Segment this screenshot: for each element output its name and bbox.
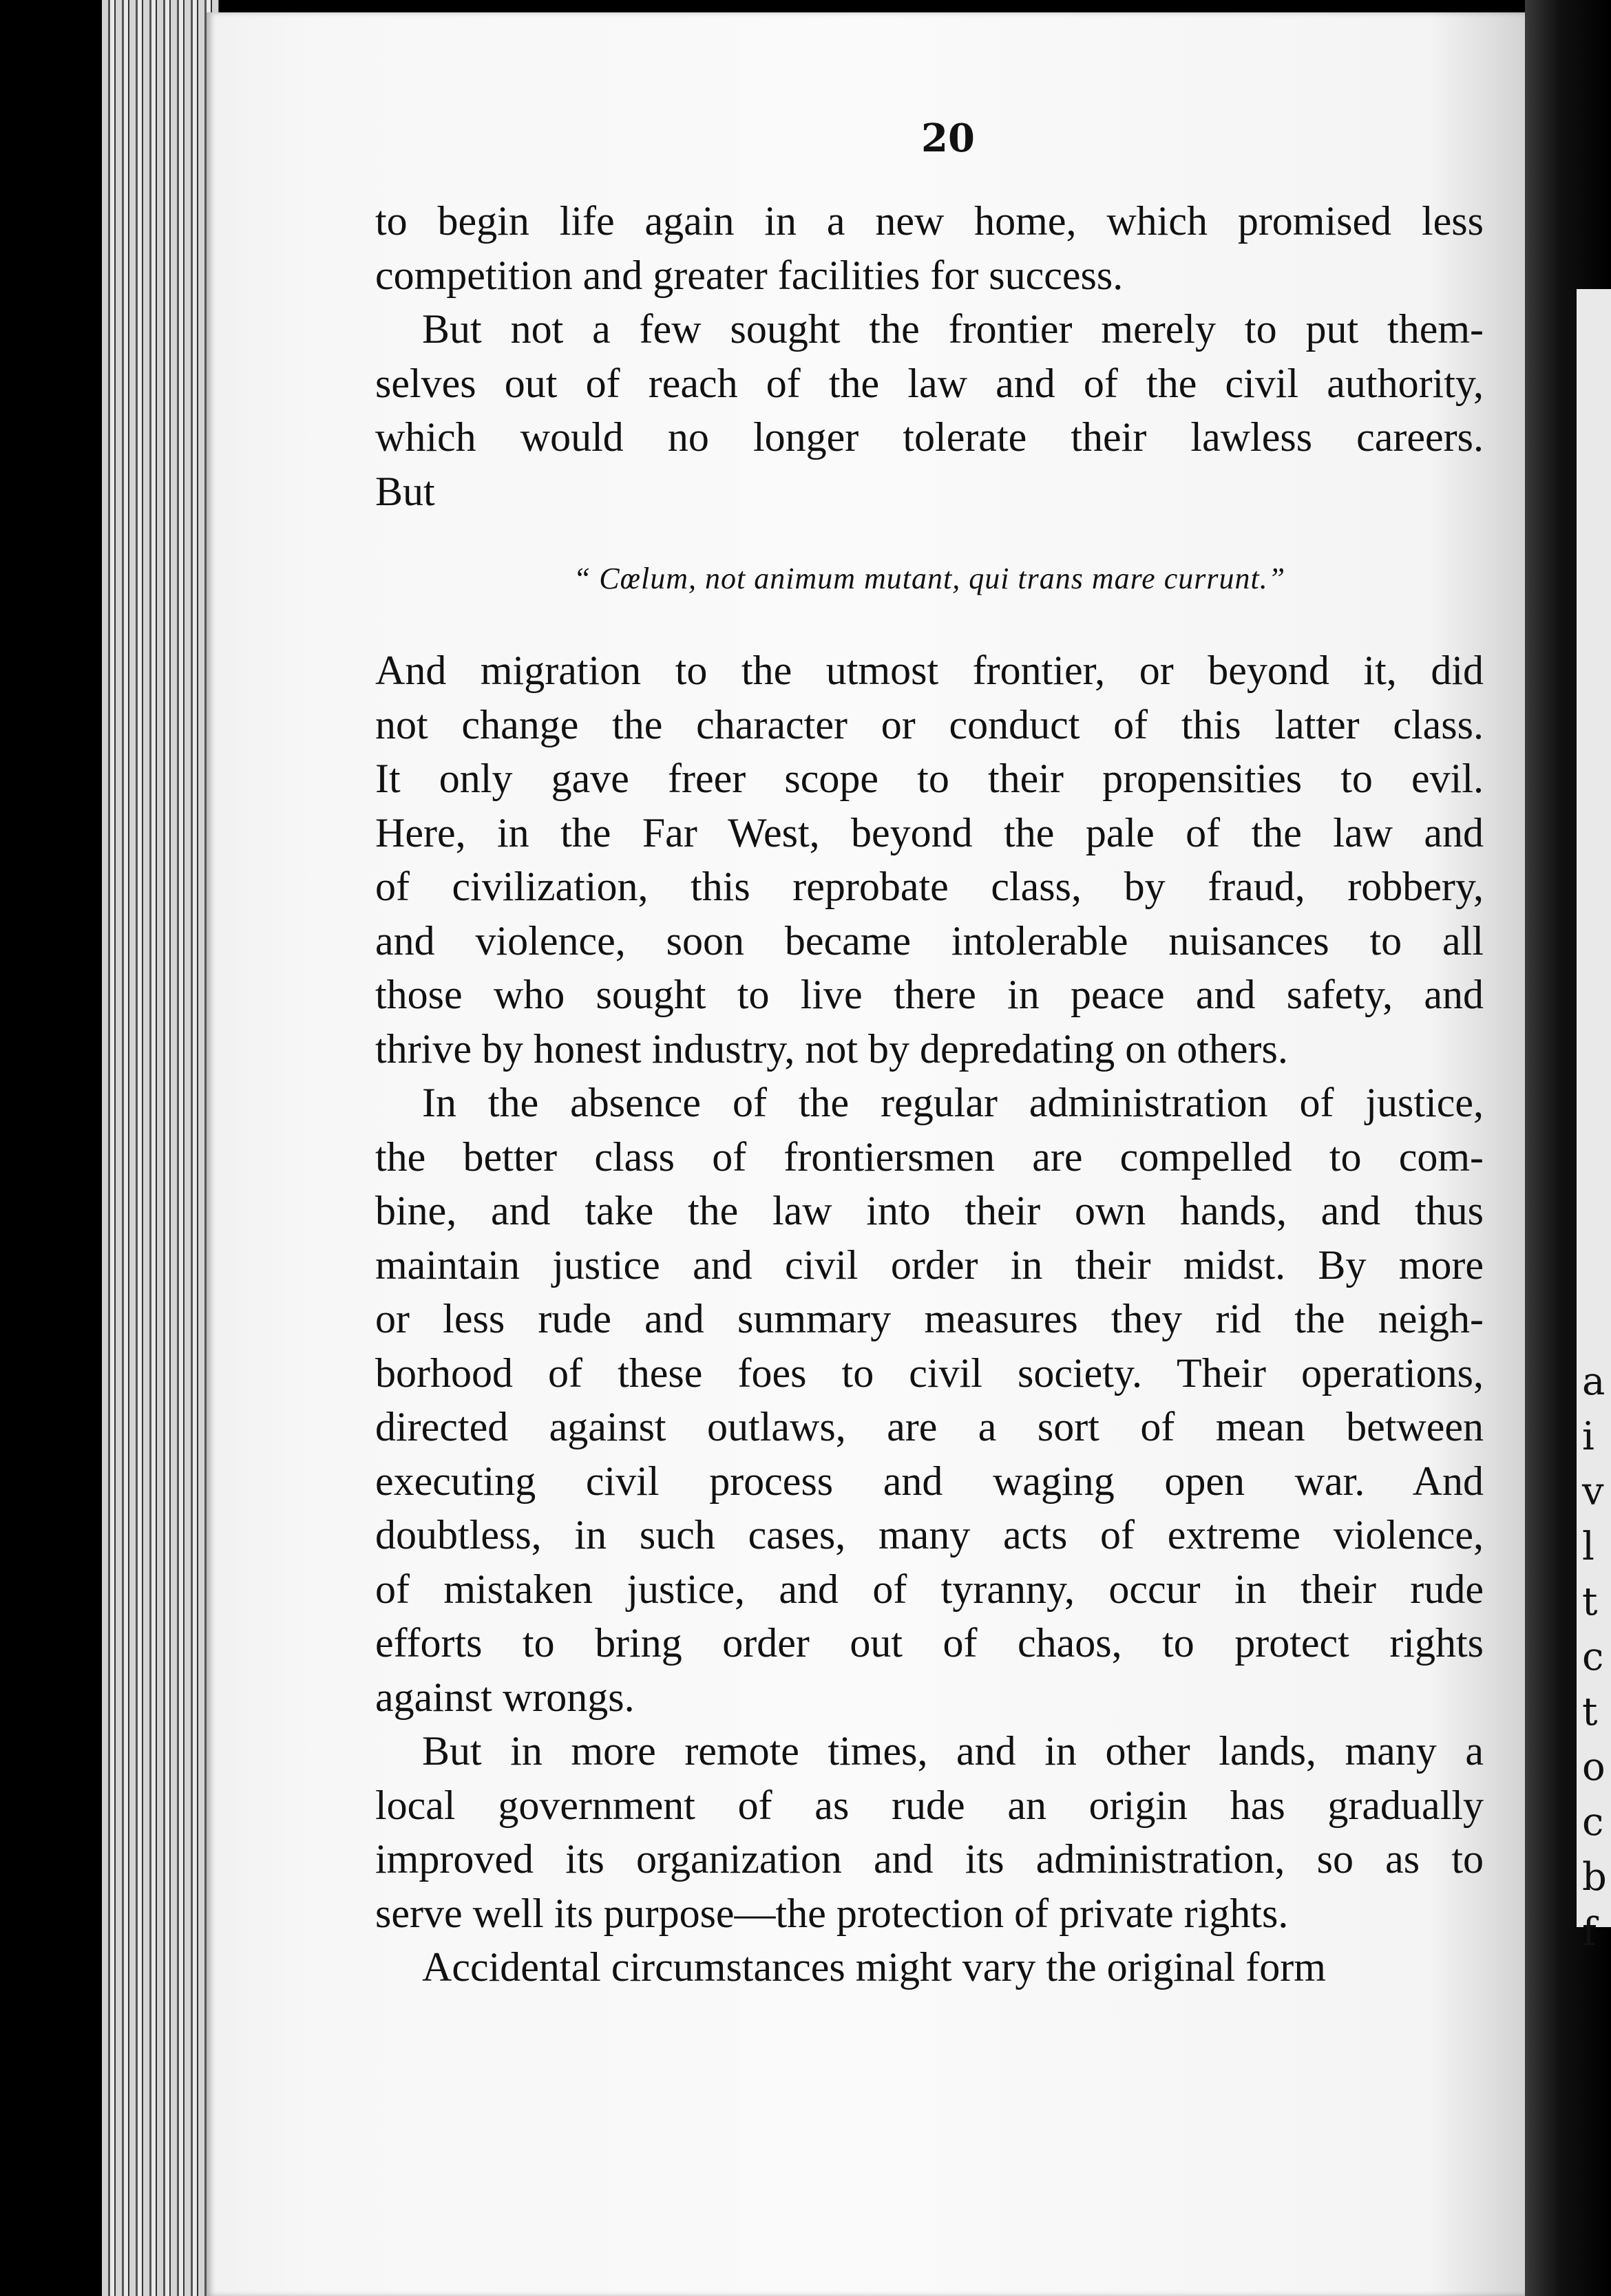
facing-page-letter: l	[1582, 1524, 1594, 1569]
text-line: of mistaken justice, and of tyranny, occur in their rude	[375, 1566, 1484, 1612]
text-line: borhood of these foes to civil society. Their operations,	[375, 1350, 1484, 1396]
facing-page-letter: t	[1582, 1580, 1598, 1624]
text-line: But	[375, 468, 435, 514]
text-line: Accidental circumstances might vary the original form	[422, 1944, 1326, 1990]
facing-page-letter: c	[1582, 1800, 1604, 1845]
text-line: not change the character or conduct of this latter class.	[375, 701, 1484, 747]
facing-page-letter: f	[1582, 1910, 1597, 1955]
text-line: those who sought to live there in peace and safety, and	[375, 972, 1484, 1017]
text-line: efforts to bring order out of chaos, to protect rights	[375, 1620, 1484, 1666]
text-line: improved its organization and its administration, so as to	[375, 1836, 1484, 1882]
facing-page-letter: a	[1582, 1359, 1605, 1404]
facing-page-letter: i	[1582, 1414, 1594, 1459]
page-edges	[102, 0, 219, 2296]
text-line: which would no longer tolerate their lawless careers.	[375, 414, 1484, 460]
text-line: bine, and take the law into their own hands, and thus	[375, 1188, 1484, 1233]
facing-page-letter: t	[1582, 1690, 1598, 1734]
text-line: directed against outlaws, are a sort of mean between	[375, 1404, 1484, 1449]
text-line: the better class of frontiersmen are compelled to com-	[375, 1134, 1484, 1180]
body-text	[375, 194, 1484, 1995]
text-line: selves out of reach of the law and of the civil authority,	[375, 360, 1484, 406]
facing-page-letter: c	[1582, 1635, 1604, 1679]
text-line: In the absence of the regular administration of justice,	[422, 1080, 1484, 1125]
text-line: It only gave freer scope to their propensities to evil.	[375, 756, 1484, 801]
text-line: of civilization, this reprobate class, by fraud, robbery,	[375, 864, 1484, 909]
text-line: and violence, soon became intolerable nuisances to all	[375, 917, 1484, 964]
text-line: maintain justice and civil order in their midst. By more	[375, 1242, 1484, 1288]
text-line: against wrongs.	[375, 1674, 635, 1720]
text-line: local government of as rude an origin has gradually	[375, 1782, 1484, 1828]
text-line: Here, in the Far West, beyond the pale of the law and	[375, 809, 1484, 855]
text-line: But not a few sought the frontier merely to put them-	[422, 306, 1484, 352]
facing-page-letter: v	[1582, 1469, 1604, 1514]
latin-quote: “ Cœlum, not animum mutant, qui trans mare currunt.”	[573, 562, 1286, 595]
facing-page-letter: o	[1582, 1745, 1605, 1789]
text-line: serve well its purpose—the protection of private rights.	[375, 1890, 1289, 1936]
text-line: executing civil process and waging open war. And	[375, 1458, 1484, 1504]
facing-page-letter: b	[1582, 1855, 1607, 1900]
text-line: to begin life again in a new home, which promised less	[375, 198, 1484, 244]
text-line: or less rude and summary measures they rid the neigh-	[375, 1296, 1484, 1341]
text-line: But in more remote times, and in other lands, many a	[422, 1728, 1484, 1774]
text-line: doubtless, in such cases, many acts of extreme violence,	[375, 1512, 1484, 1558]
text-line: competition and greater facilities for success.	[375, 252, 1124, 298]
facing-page-strip	[1577, 289, 1611, 1927]
text-line: thrive by honest industry, not by depredating on others.	[375, 1025, 1288, 1072]
page-number: 20	[921, 116, 975, 161]
text-line: And migration to the utmost frontier, or beyond it, did	[375, 648, 1484, 693]
